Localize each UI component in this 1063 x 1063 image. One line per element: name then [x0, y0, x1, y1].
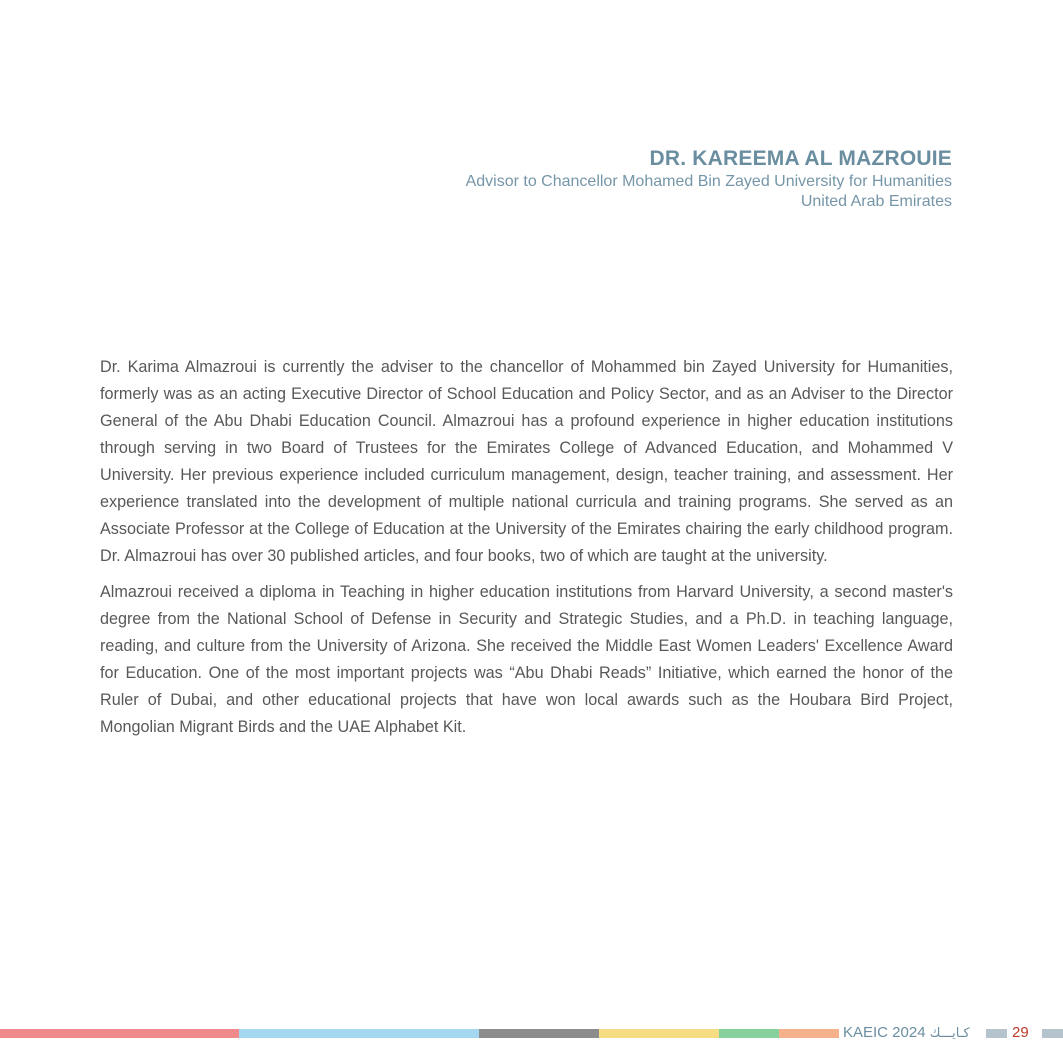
footer-bar-blue	[239, 1029, 479, 1038]
page-footer	[0, 1021, 1063, 1045]
footer-bar-green	[719, 1029, 779, 1038]
speaker-name: DR. KAREEMA AL MAZROUIE	[649, 147, 952, 170]
conference-label	[843, 1024, 970, 1043]
conference-name: KAEIC 2024	[843, 1024, 926, 1041]
profile-header	[252, 146, 952, 212]
biography	[100, 354, 953, 750]
bio-paragraph-2: Almazroui received a diploma in Teaching in higher education institutions from Harvard University, a second master's degree from the National School of Defense in Security and Strategic Studies, and a Ph.D. in teaching language, reading, and culture from the University of Arizona. She received the Middle East Women Leaders' Excellence Award for Education. One of the most important projects was “Abu Dhabi Reads” Initiative, which earned the honor of the Ruler of Dubai, and other educational projects that have won local awards such as the Houbara Bird Project, Mongolian Migrant Birds and the UAE Alphabet Kit.	[100, 583, 953, 736]
footer-bar-red	[0, 1029, 239, 1038]
footer-bar-gray	[479, 1029, 599, 1038]
footer-square-left	[986, 1029, 1007, 1038]
speaker-country: United Arab Emirates	[800, 193, 952, 210]
speaker-title: Advisor to Chancellor Mohamed Bin Zayed University for Humanities	[465, 173, 952, 190]
page-number: 29	[1012, 1024, 1029, 1041]
bio-paragraph-1: Dr. Karima Almazroui is currently the adviser to the chancellor of Mohammed bin Zayed University for Humanities, formerly was as an acting Executive Director of School Education and Policy Sector, and as an Adviser to the Director General of the Abu Dhabi Education Council. Almazroui has a profound experience in higher education institutions through serving in two Board of Trustees for the Emirates College of Advanced Education, and Mohammed V University. Her previous experience included curriculum management, design, teacher training, and assessment. Her experience translated into the development of multiple national curricula and training programs. She served as an Associate Professor at the College of Education at the University of the Emirates chairing the early childhood program. Dr. Almazroui has over 30 published articles, and four books, two of which are taught at the university.	[100, 358, 953, 565]
footer-square-right	[1042, 1029, 1063, 1038]
conference-arabic-name: كـايـــك	[929, 1026, 970, 1041]
footer-bar-orange	[779, 1029, 839, 1038]
footer-bar-yellow	[599, 1029, 719, 1038]
